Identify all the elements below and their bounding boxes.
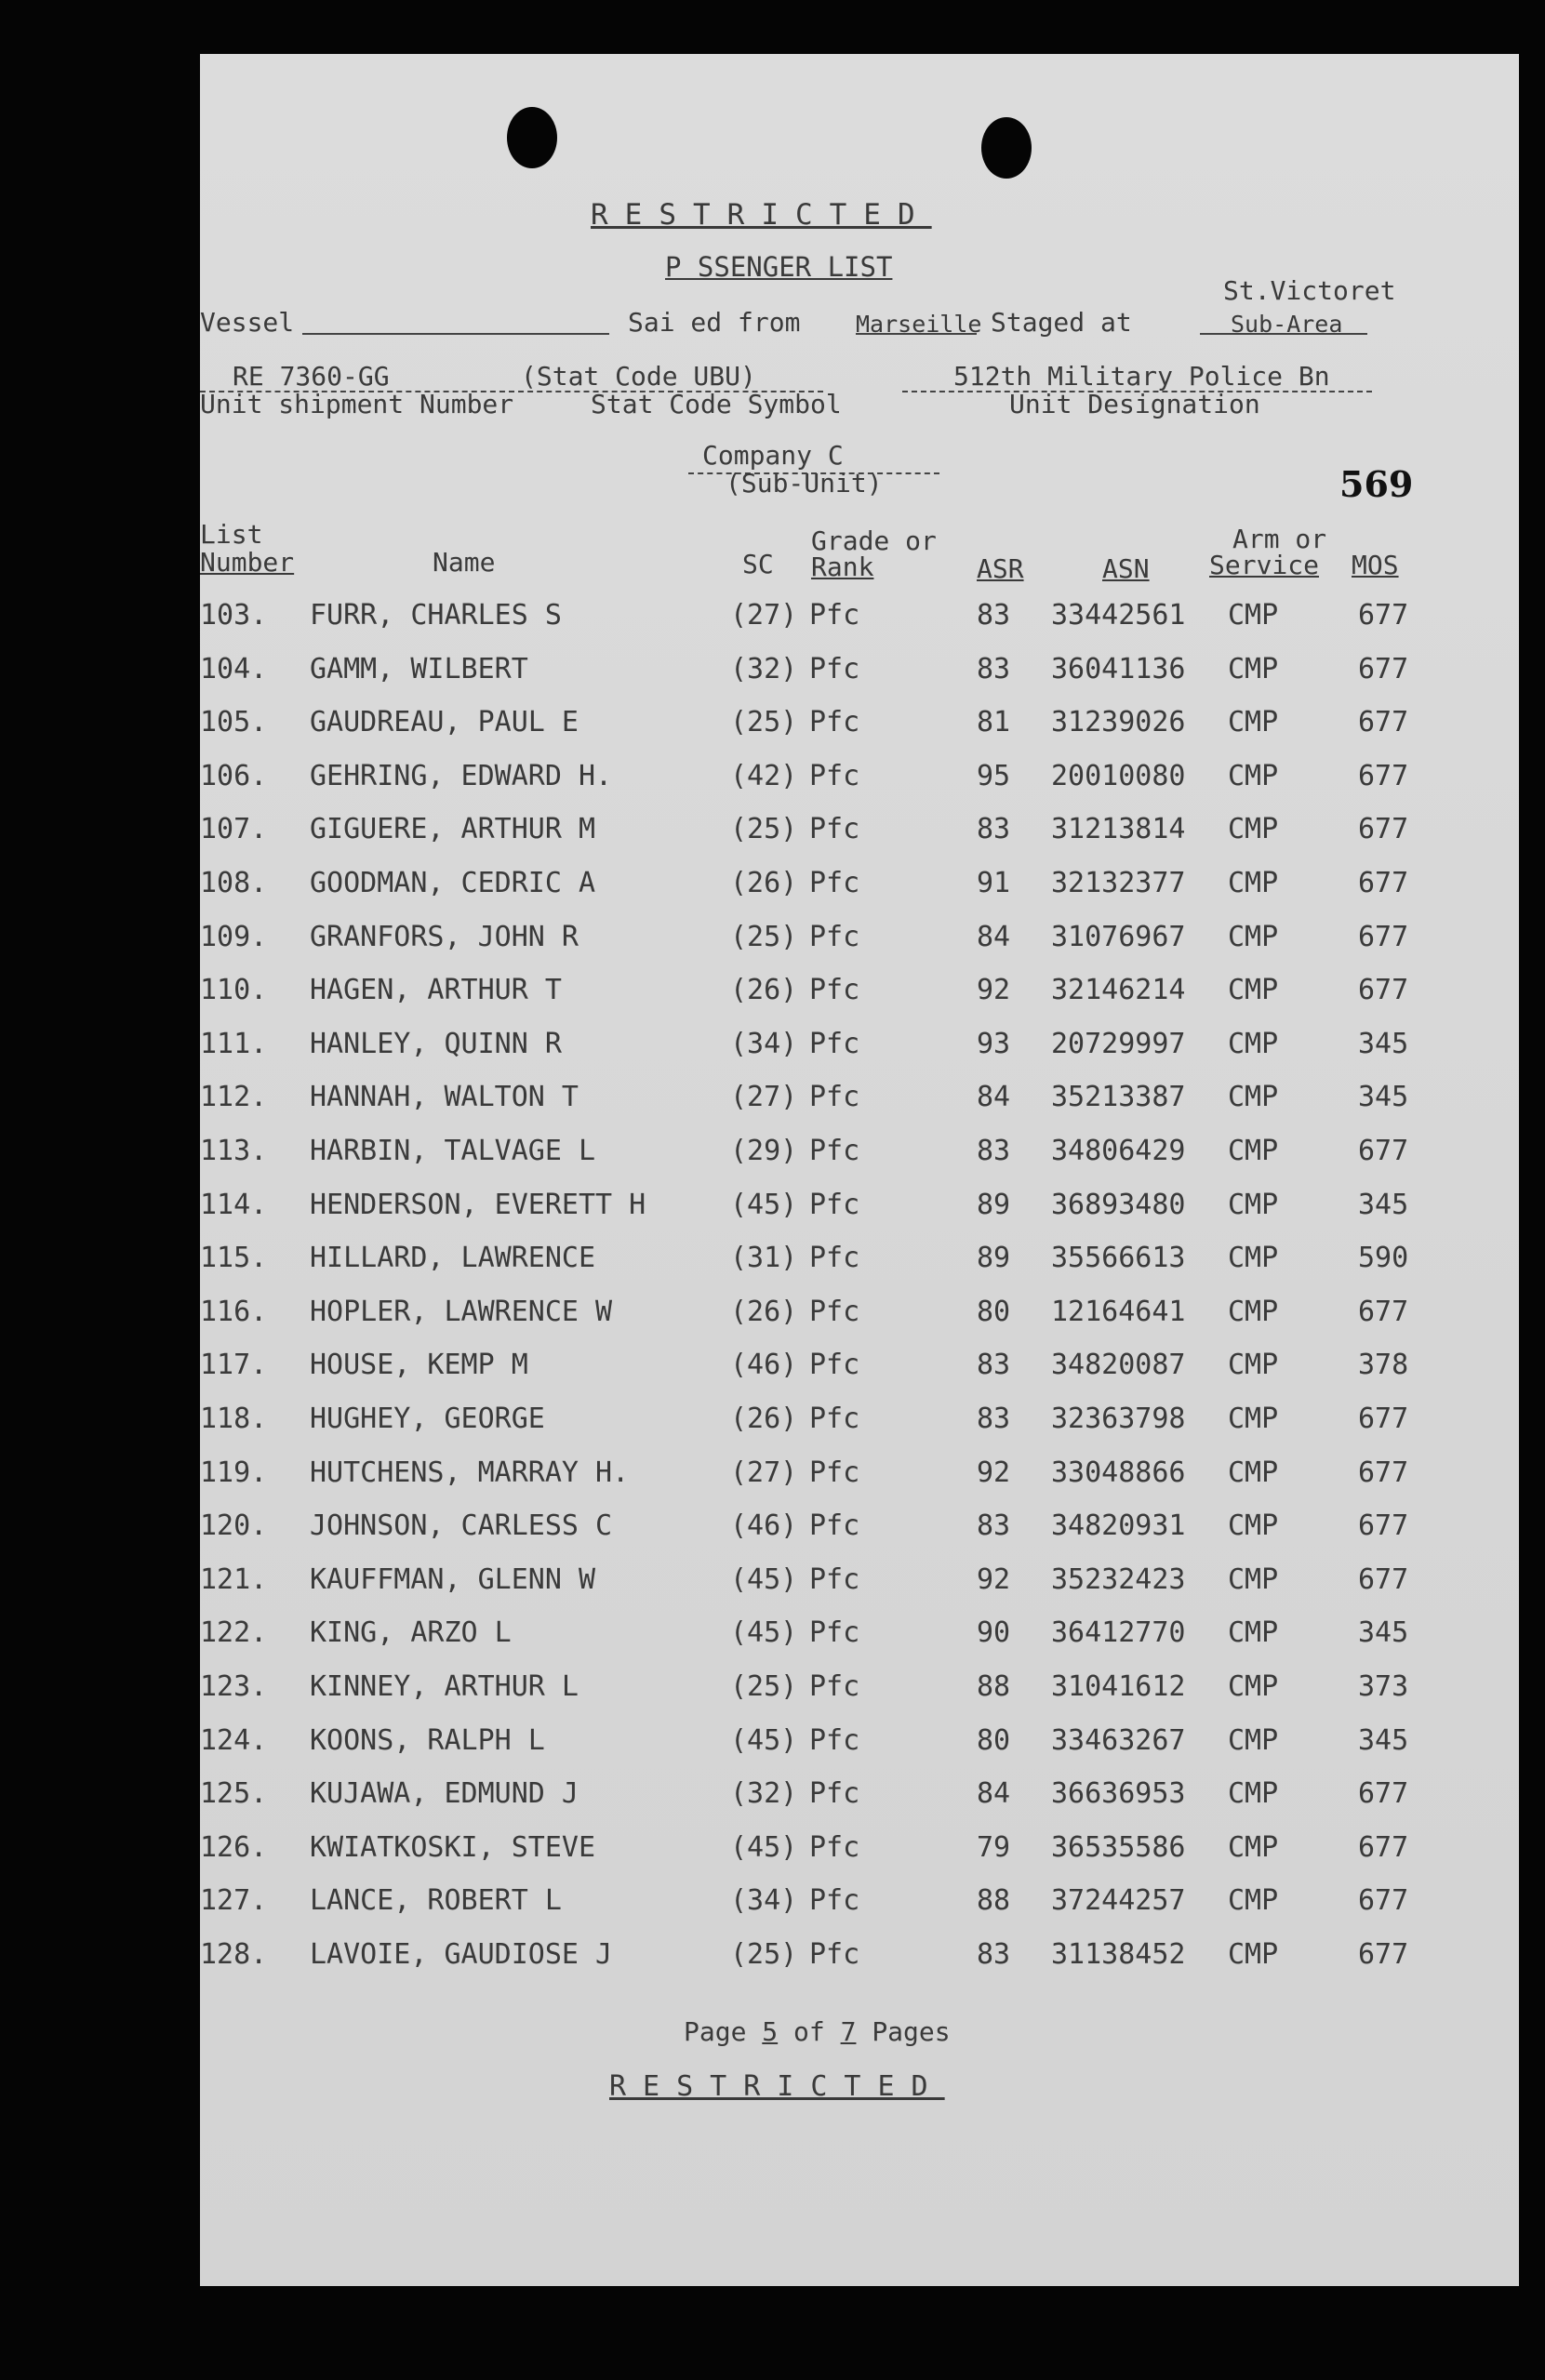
asr-value: 90 [977, 1616, 1011, 1650]
asr-value: 80 [977, 1723, 1011, 1757]
col-grade-line1: Grade or [811, 525, 937, 556]
sub-unit-label: (Sub-Unit) [726, 468, 883, 499]
list-number: 106. [200, 759, 268, 792]
sc-value: (25) [730, 1670, 798, 1703]
unit-designation-value: 512th Military Police Bn [953, 361, 1330, 392]
sc-value: (46) [730, 1509, 798, 1543]
asn-value: 36412770 [1051, 1616, 1186, 1650]
col-asr: ASR [977, 553, 1024, 584]
asr-value: 89 [977, 1188, 1011, 1221]
table-row [200, 1242, 1428, 1295]
staged-at-label: Staged at [991, 307, 1132, 338]
grade-value: Pfc [809, 1723, 860, 1757]
grade-value: Pfc [809, 974, 860, 1007]
asn-value: 36535586 [1051, 1830, 1186, 1864]
arm-service-value: CMP [1228, 974, 1279, 1007]
sc-value: (25) [730, 813, 798, 846]
grade-value: Pfc [809, 1027, 860, 1060]
grade-value: Pfc [809, 1349, 860, 1382]
asn-value: 33048866 [1051, 1456, 1186, 1489]
asr-value: 83 [977, 599, 1011, 632]
sc-value: (27) [730, 599, 798, 632]
passenger-name: HOUSE, KEMP M [310, 1349, 528, 1382]
grade-value: Pfc [809, 652, 860, 685]
table-row [200, 1563, 1428, 1616]
list-number: 125. [200, 1777, 268, 1811]
list-number: 120. [200, 1509, 268, 1543]
asr-value: 83 [977, 1135, 1011, 1167]
passenger-table [200, 599, 1428, 1994]
mos-value: 677 [1358, 974, 1409, 1007]
table-row [200, 1616, 1428, 1669]
list-number: 108. [200, 867, 268, 899]
page-stamp-number: 569 [1339, 463, 1414, 505]
passenger-name: HENDERSON, EVERETT H [310, 1188, 646, 1221]
asn-value: 35566613 [1051, 1242, 1186, 1275]
mos-value: 378 [1358, 1349, 1409, 1382]
asn-value: 12164641 [1051, 1295, 1186, 1328]
mos-value: 345 [1358, 1027, 1409, 1060]
passenger-name: GIGUERE, ARTHUR M [310, 813, 596, 846]
asr-value: 92 [977, 974, 1011, 1007]
passenger-name: LANCE, ROBERT L [310, 1884, 562, 1918]
sailed-from-value: Marseille [856, 311, 982, 338]
passenger-name: GAUDREAU, PAUL E [310, 706, 579, 739]
page-prefix: Page [684, 2016, 747, 2047]
arm-service-value: CMP [1228, 1295, 1279, 1328]
unit-designation-label: Unit Designation [1009, 389, 1260, 419]
grade-value: Pfc [809, 1456, 860, 1489]
grade-value: Pfc [809, 1670, 860, 1703]
table-row [200, 974, 1428, 1027]
sc-value: (25) [730, 920, 798, 953]
classification-top: RESTRICTED [591, 198, 932, 232]
mos-value: 590 [1358, 1242, 1409, 1275]
asn-value: 37244257 [1051, 1884, 1186, 1918]
arm-service-value: CMP [1228, 1830, 1279, 1864]
passenger-name: HOPLER, LAWRENCE W [310, 1295, 613, 1328]
grade-value: Pfc [809, 1242, 860, 1275]
table-row [200, 1831, 1428, 1884]
grade-value: Pfc [809, 759, 860, 792]
passenger-name: JOHNSON, CARLESS C [310, 1509, 613, 1543]
grade-value: Pfc [809, 706, 860, 739]
asr-value: 79 [977, 1830, 1011, 1864]
table-row [200, 1938, 1428, 1991]
grade-value: Pfc [809, 1884, 860, 1918]
mos-value: 677 [1358, 706, 1409, 739]
col-grade-line2: Rank [811, 552, 874, 582]
table-row [200, 1349, 1428, 1402]
arm-service-value: CMP [1228, 759, 1279, 792]
asn-value: 31239026 [1051, 706, 1186, 739]
table-row [200, 813, 1428, 866]
sc-value: (31) [730, 1242, 798, 1275]
list-number: 121. [200, 1562, 268, 1596]
sc-value: (25) [730, 706, 798, 739]
arm-service-value: CMP [1228, 1723, 1279, 1757]
passenger-name: KWIATKOSKI, STEVE [310, 1830, 596, 1864]
sub-unit-value: Company C [702, 440, 844, 471]
sc-value: (26) [730, 1295, 798, 1328]
asr-value: 92 [977, 1456, 1011, 1489]
page-of: of [793, 2016, 825, 2047]
list-number: 105. [200, 706, 268, 739]
asn-value: 35232423 [1051, 1562, 1186, 1596]
passenger-name: GRANFORS, JOHN R [310, 920, 579, 953]
table-row [200, 1403, 1428, 1456]
mos-value: 677 [1358, 652, 1409, 685]
punch-hole-left [507, 107, 557, 168]
passenger-name: HAGEN, ARTHUR T [310, 974, 562, 1007]
table-row [200, 1296, 1428, 1349]
mos-value: 677 [1358, 920, 1409, 953]
arm-service-value: CMP [1228, 652, 1279, 685]
passenger-name: GAMM, WILBERT [310, 652, 528, 685]
asn-value: 32132377 [1051, 867, 1186, 899]
asr-value: 83 [977, 813, 1011, 846]
arm-service-value: CMP [1228, 867, 1279, 899]
passenger-name: HANNAH, WALTON T [310, 1081, 579, 1114]
table-row [200, 1189, 1428, 1242]
grade-value: Pfc [809, 1777, 860, 1811]
asn-value: 33463267 [1051, 1723, 1186, 1757]
table-row [200, 1777, 1428, 1830]
unit-shipment-label: Unit shipment Number [200, 389, 514, 419]
sc-value: (25) [730, 1938, 798, 1971]
asn-value: 36636953 [1051, 1777, 1186, 1811]
sc-value: (34) [730, 1884, 798, 1918]
mos-value: 373 [1358, 1670, 1409, 1703]
arm-service-value: CMP [1228, 1403, 1279, 1435]
list-number: 118. [200, 1403, 268, 1435]
passenger-name: HANLEY, QUINN R [310, 1027, 562, 1060]
grade-value: Pfc [809, 599, 860, 632]
list-number: 114. [200, 1188, 268, 1221]
arm-service-value: CMP [1228, 1135, 1279, 1167]
table-row [200, 1081, 1428, 1134]
passenger-name: KING, ARZO L [310, 1616, 512, 1650]
mos-value: 345 [1358, 1723, 1409, 1757]
arm-service-value: CMP [1228, 1777, 1279, 1811]
arm-service-value: CMP [1228, 1456, 1279, 1489]
mos-value: 677 [1358, 1403, 1409, 1435]
list-number: 111. [200, 1027, 268, 1060]
arm-service-value: CMP [1228, 599, 1279, 632]
asn-value: 34806429 [1051, 1135, 1186, 1167]
grade-value: Pfc [809, 813, 860, 846]
arm-service-value: CMP [1228, 1027, 1279, 1060]
passenger-name: LAVOIE, GAUDIOSE J [310, 1938, 613, 1971]
col-arm-line1: Arm or [1232, 524, 1327, 554]
grade-value: Pfc [809, 1135, 860, 1167]
mos-value: 677 [1358, 813, 1409, 846]
stat-code-value: (Stat Code UBU) [521, 361, 756, 392]
arm-service-value: CMP [1228, 1188, 1279, 1221]
table-row [200, 653, 1428, 706]
asr-value: 83 [977, 1403, 1011, 1435]
table-row [200, 1135, 1428, 1188]
list-number: 107. [200, 813, 268, 846]
asn-value: 31138452 [1051, 1938, 1186, 1971]
arm-service-value: CMP [1228, 1242, 1279, 1275]
list-number: 128. [200, 1938, 268, 1971]
page-suffix: Pages [872, 2016, 951, 2047]
mos-value: 677 [1358, 1938, 1409, 1971]
arm-service-value: CMP [1228, 706, 1279, 739]
column-headers [200, 519, 1409, 593]
col-sc: SC [742, 549, 774, 579]
mos-value: 677 [1358, 759, 1409, 792]
asr-value: 95 [977, 759, 1011, 792]
sc-value: (26) [730, 1403, 798, 1435]
vessel-label: Vessel [200, 307, 295, 338]
list-number: 115. [200, 1242, 268, 1275]
punch-hole-right [981, 117, 1032, 179]
document-page [200, 54, 1519, 2286]
arm-service-value: CMP [1228, 1562, 1279, 1596]
asn-value: 36041136 [1051, 652, 1186, 685]
list-number: 112. [200, 1081, 268, 1114]
list-number: 110. [200, 974, 268, 1007]
mos-value: 677 [1358, 1830, 1409, 1864]
asn-value: 35213387 [1051, 1081, 1186, 1114]
mos-value: 677 [1358, 1777, 1409, 1811]
list-number: 119. [200, 1456, 268, 1489]
passenger-name: HUGHEY, GEORGE [310, 1403, 545, 1435]
passenger-name: GOODMAN, CEDRIC A [310, 867, 596, 899]
table-row [200, 1884, 1428, 1937]
asn-value: 33442561 [1051, 599, 1186, 632]
mos-value: 677 [1358, 867, 1409, 899]
asr-value: 83 [977, 1509, 1011, 1543]
sailed-from-label: Sai ed from [628, 307, 801, 338]
asr-value: 84 [977, 920, 1011, 953]
grade-value: Pfc [809, 1830, 860, 1864]
col-asn: ASN [1102, 553, 1150, 584]
asr-value: 92 [977, 1562, 1011, 1596]
list-number: 126. [200, 1830, 268, 1864]
grade-value: Pfc [809, 1188, 860, 1221]
asr-value: 88 [977, 1670, 1011, 1703]
grade-value: Pfc [809, 1081, 860, 1114]
document-title: P SSENGER LIST [665, 251, 893, 283]
staged-at-value-line2: Sub-Area [1231, 311, 1343, 338]
grade-value: Pfc [809, 1295, 860, 1328]
asn-value: 36893480 [1051, 1188, 1186, 1221]
unit-shipment-number: RE 7360-GG [233, 361, 390, 392]
table-row [200, 760, 1428, 813]
sc-value: (27) [730, 1081, 798, 1114]
asr-value: 88 [977, 1884, 1011, 1918]
asr-value: 89 [977, 1242, 1011, 1275]
page-total: 7 [840, 2016, 857, 2047]
list-number: 124. [200, 1723, 268, 1757]
passenger-name: HUTCHENS, MARRAY H. [310, 1456, 630, 1489]
table-row [200, 1724, 1428, 1777]
asr-value: 83 [977, 1938, 1011, 1971]
col-mos: MOS [1352, 550, 1399, 580]
asr-value: 91 [977, 867, 1011, 899]
mos-value: 677 [1358, 1135, 1409, 1167]
sc-value: (45) [730, 1830, 798, 1864]
list-number: 127. [200, 1884, 268, 1918]
page-indicator [684, 2016, 951, 2047]
arm-service-value: CMP [1228, 1349, 1279, 1382]
sc-value: (34) [730, 1027, 798, 1060]
arm-service-value: CMP [1228, 1884, 1279, 1918]
grade-value: Pfc [809, 920, 860, 953]
mos-value: 677 [1358, 1884, 1409, 1918]
sc-value: (29) [730, 1135, 798, 1167]
table-row [200, 599, 1428, 652]
asr-value: 84 [977, 1777, 1011, 1811]
arm-service-value: CMP [1228, 1616, 1279, 1650]
asr-value: 83 [977, 1349, 1011, 1382]
asr-value: 93 [977, 1027, 1011, 1060]
passenger-name: FURR, CHARLES S [310, 599, 562, 632]
asn-value: 34820087 [1051, 1349, 1186, 1382]
passenger-name: KOONS, RALPH L [310, 1723, 545, 1757]
sc-value: (32) [730, 1777, 798, 1811]
arm-service-value: CMP [1228, 1670, 1279, 1703]
sc-value: (42) [730, 759, 798, 792]
arm-service-value: CMP [1228, 1938, 1279, 1971]
asn-value: 34820931 [1051, 1509, 1186, 1543]
table-row [200, 867, 1428, 920]
sc-value: (45) [730, 1616, 798, 1650]
list-number: 117. [200, 1349, 268, 1382]
arm-service-value: CMP [1228, 1509, 1279, 1543]
passenger-name: HILLARD, LAWRENCE [310, 1242, 596, 1275]
page-current: 5 [762, 2016, 779, 2047]
arm-service-value: CMP [1228, 920, 1279, 953]
passenger-name: KINNEY, ARTHUR L [310, 1670, 579, 1703]
list-number: 116. [200, 1295, 268, 1328]
grade-value: Pfc [809, 1616, 860, 1650]
sc-value: (27) [730, 1456, 798, 1489]
table-row [200, 1670, 1428, 1723]
asn-value: 31076967 [1051, 920, 1186, 953]
list-number: 122. [200, 1616, 268, 1650]
table-row [200, 1456, 1428, 1509]
asn-value: 32363798 [1051, 1403, 1186, 1435]
sc-value: (45) [730, 1723, 798, 1757]
asr-value: 83 [977, 652, 1011, 685]
sc-value: (26) [730, 867, 798, 899]
asn-value: 32146214 [1051, 974, 1186, 1007]
table-row [200, 1028, 1428, 1081]
arm-service-value: CMP [1228, 813, 1279, 846]
vessel-field [302, 333, 609, 335]
passenger-name: KUJAWA, EDMUND J [310, 1777, 579, 1811]
mos-value: 345 [1358, 1616, 1409, 1650]
stat-code-label: Stat Code Symbol [591, 389, 842, 419]
asr-value: 80 [977, 1295, 1011, 1328]
passenger-name: GEHRING, EDWARD H. [310, 759, 613, 792]
grade-value: Pfc [809, 1403, 860, 1435]
grade-value: Pfc [809, 1562, 860, 1596]
sc-value: (32) [730, 652, 798, 685]
asn-value: 20010080 [1051, 759, 1186, 792]
sc-value: (26) [730, 974, 798, 1007]
asn-value: 20729997 [1051, 1027, 1186, 1060]
sc-value: (45) [730, 1188, 798, 1221]
col-list-number-line1: List [200, 519, 263, 550]
asn-value: 31041612 [1051, 1670, 1186, 1703]
grade-value: Pfc [809, 867, 860, 899]
asn-value: 31213814 [1051, 813, 1186, 846]
mos-value: 677 [1358, 1295, 1409, 1328]
table-row [200, 921, 1428, 974]
asr-value: 84 [977, 1081, 1011, 1114]
passenger-name: KAUFFMAN, GLENN W [310, 1562, 596, 1596]
list-number: 103. [200, 599, 268, 632]
classification-bottom: RESTRICTED [609, 2070, 945, 2103]
sc-value: (46) [730, 1349, 798, 1382]
list-number: 113. [200, 1135, 268, 1167]
arm-service-value: CMP [1228, 1081, 1279, 1114]
col-name: Name [433, 547, 496, 578]
asr-value: 81 [977, 706, 1011, 739]
col-arm-line2: Service [1209, 550, 1320, 580]
mos-value: 677 [1358, 599, 1409, 632]
grade-value: Pfc [809, 1509, 860, 1543]
list-number: 123. [200, 1670, 268, 1703]
table-row [200, 706, 1428, 759]
list-number: 109. [200, 920, 268, 953]
list-number: 104. [200, 652, 268, 685]
mos-value: 345 [1358, 1188, 1409, 1221]
mos-value: 345 [1358, 1081, 1409, 1114]
grade-value: Pfc [809, 1938, 860, 1971]
mos-value: 677 [1358, 1562, 1409, 1596]
col-list-number-line2: Number [200, 547, 295, 578]
mos-value: 677 [1358, 1456, 1409, 1489]
staged-at-value-line1: St.Victoret [1223, 275, 1396, 306]
mos-value: 677 [1358, 1509, 1409, 1543]
table-row [200, 1509, 1428, 1562]
sc-value: (45) [730, 1562, 798, 1596]
passenger-name: HARBIN, TALVAGE L [310, 1135, 596, 1167]
